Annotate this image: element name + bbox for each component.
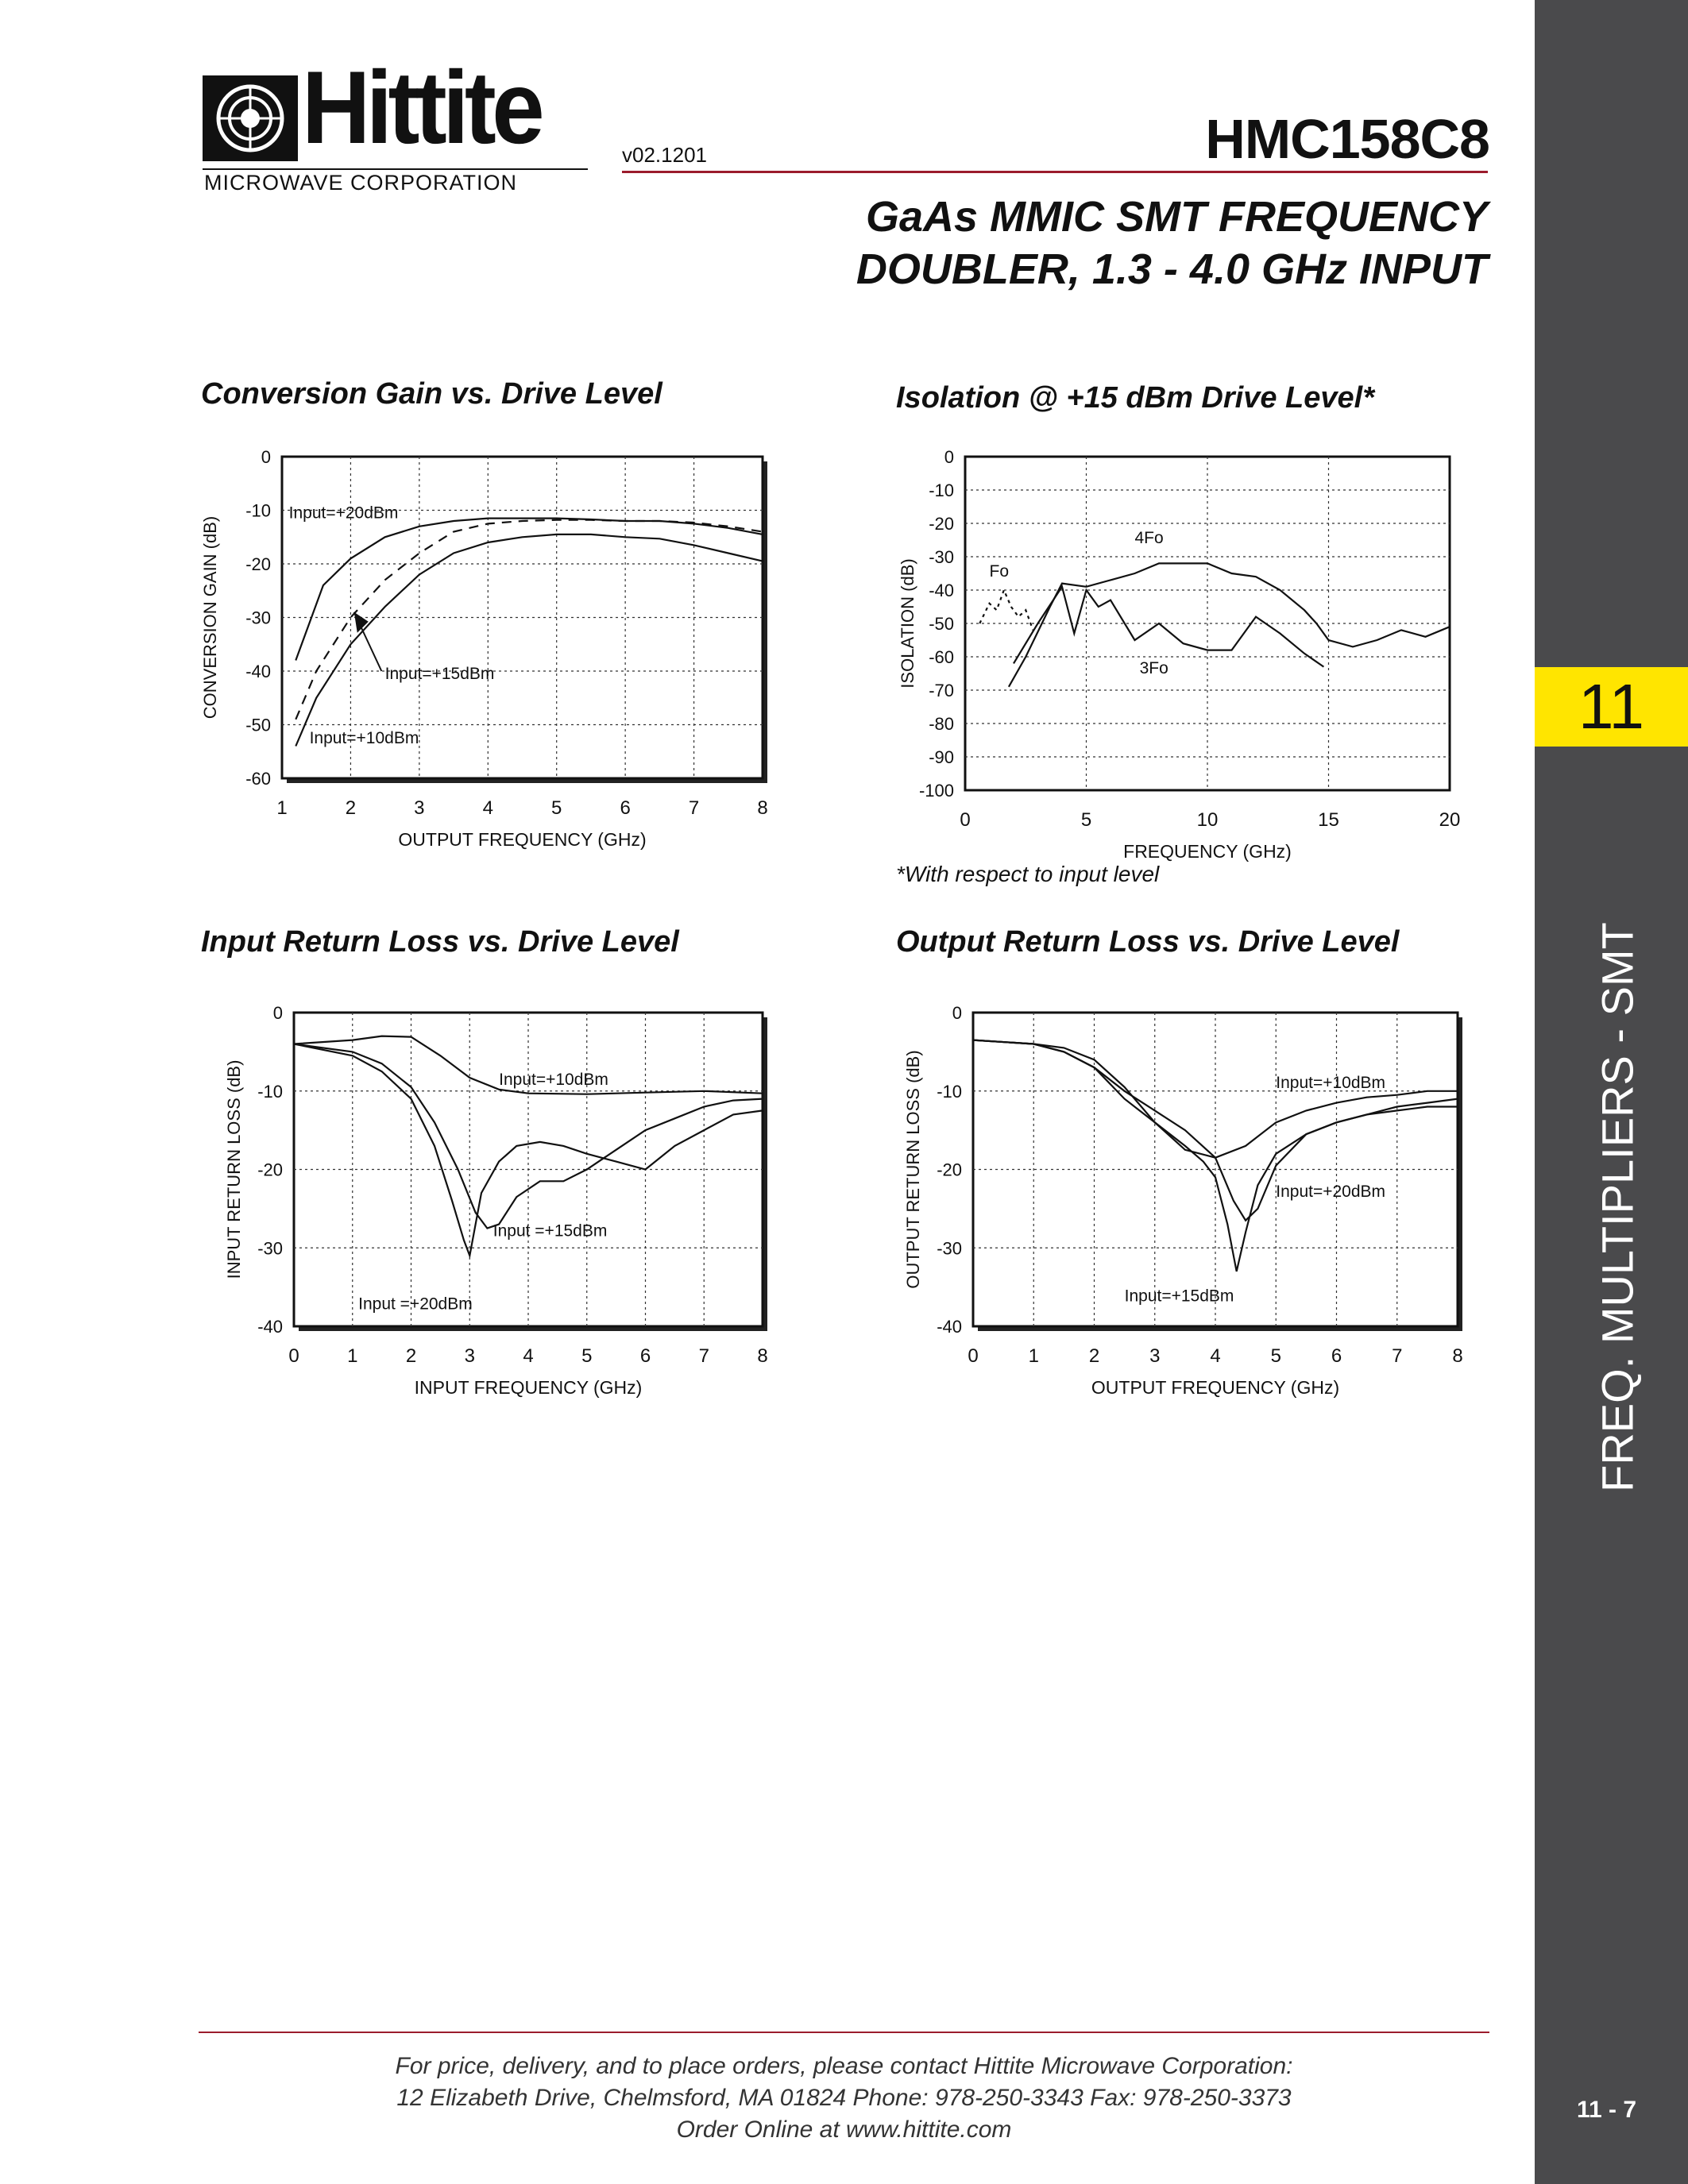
chart-title-conversion-gain: Conversion Gain vs. Drive Level	[201, 377, 662, 411]
y-tick-label: -30	[245, 608, 271, 628]
y-tick-label: -70	[929, 681, 954, 700]
isolation-chart	[878, 445, 1497, 862]
x-tick-label: 3	[1149, 1345, 1161, 1367]
y-tick-label: -40	[937, 1317, 962, 1337]
x-axis-label: FREQUENCY (GHz)	[1123, 841, 1292, 862]
x-tick-label: 0	[968, 1345, 979, 1367]
x-tick-label: 4	[1210, 1345, 1221, 1367]
annotation-label: 4Fo	[1134, 529, 1164, 548]
x-tick-label: 5	[1270, 1345, 1281, 1367]
isolation-footnote: *With respect to input level	[896, 862, 1160, 886]
chart-title-input-return-loss: Input Return Loss vs. Drive Level	[201, 925, 679, 959]
footer-line-2: 12 Elizabeth Drive, Chelmsford, MA 01824 Phone: 978-250-3343 Fax: 978-250-3373	[396, 2085, 1292, 2111]
x-tick-label: 7	[1392, 1345, 1403, 1367]
annotation-label: Input =+20dBm	[358, 1295, 473, 1314]
x-tick-label: 6	[639, 1345, 651, 1367]
version-label: v02.1201	[622, 143, 707, 167]
y-tick-label: -10	[257, 1081, 283, 1102]
y-tick-label: -20	[245, 554, 271, 574]
annotation-label: Input=+15dBm	[1124, 1287, 1234, 1306]
annotation-label: Fo	[989, 562, 1010, 581]
y-tick-label: -10	[245, 500, 271, 521]
annotation-label: 3Fo	[1139, 659, 1168, 677]
hittite-logo-emblem	[203, 75, 298, 161]
y-axis-label: CONVERSION GAIN (dB)	[200, 515, 220, 720]
y-tick-label: -40	[257, 1317, 283, 1337]
x-axis-label: INPUT FREQUENCY (GHz)	[414, 1377, 643, 1398]
header-rule	[622, 171, 1488, 173]
x-tick-label: 1	[347, 1345, 358, 1367]
x-tick-label: 15	[1318, 809, 1339, 831]
annotation-label: Input=+20dBm	[1276, 1183, 1386, 1202]
y-tick-label: 0	[944, 447, 954, 467]
x-tick-label: 5	[581, 1345, 593, 1367]
chart-title-output-return-loss: Output Return Loss vs. Drive Level	[896, 925, 1400, 959]
y-tick-label: -20	[937, 1160, 962, 1180]
y-axis-label: INPUT RETURN LOSS (dB)	[224, 1059, 244, 1279]
y-tick-label: -50	[245, 715, 271, 735]
y-tick-label: -60	[929, 647, 954, 667]
page-title	[856, 191, 1488, 295]
output-return-loss-chart	[878, 997, 1497, 1410]
annotation-label: Input=+15dBm	[384, 665, 495, 684]
annotation-label: Input=+20dBm	[288, 504, 399, 523]
y-tick-label: -10	[929, 480, 954, 500]
x-tick-label: 6	[1331, 1345, 1342, 1367]
x-tick-label: 2	[405, 1345, 417, 1367]
x-tick-label: 8	[757, 1345, 768, 1367]
y-tick-label: -40	[929, 581, 954, 600]
y-tick-label: -30	[257, 1238, 283, 1259]
x-tick-label: 5	[1080, 809, 1092, 831]
x-axis-label: OUTPUT FREQUENCY (GHz)	[1091, 1377, 1340, 1398]
x-tick-label: 0	[960, 809, 971, 831]
brand-subtitle: MICROWAVE CORPORATION	[204, 171, 518, 195]
logo-rule	[203, 168, 588, 170]
y-tick-label: -30	[929, 547, 954, 567]
x-tick-label: 1	[276, 797, 288, 819]
annotation-label: Input =+15dBm	[492, 1221, 608, 1241]
y-tick-label: -10	[937, 1081, 962, 1102]
y-tick-label: 0	[952, 1003, 962, 1023]
x-tick-label: 1	[1028, 1345, 1039, 1367]
x-tick-label: 7	[698, 1345, 709, 1367]
annotation-label: Input=+10dBm	[1276, 1073, 1386, 1092]
x-tick-label: 4	[523, 1345, 534, 1367]
y-tick-label: -90	[929, 747, 954, 767]
y-tick-label: -40	[245, 662, 271, 681]
conversion-gain-chart	[183, 445, 802, 858]
x-tick-label: 8	[757, 797, 768, 819]
part-number: HMC158C8	[1205, 108, 1489, 170]
x-tick-label: 10	[1196, 809, 1219, 831]
annotation-label: Input=+10dBm	[309, 729, 419, 748]
section-tab-number: 11	[1578, 671, 1645, 742]
input-return-loss-chart	[183, 997, 802, 1410]
x-tick-label: 3	[414, 797, 425, 819]
footer-rule	[199, 2032, 1489, 2033]
y-tick-label: -20	[929, 514, 954, 534]
x-tick-label: 2	[345, 797, 357, 819]
brand-name: Hittite	[302, 49, 541, 165]
x-axis-label: OUTPUT FREQUENCY (GHz)	[398, 829, 647, 850]
y-axis-label: OUTPUT RETURN LOSS (dB)	[903, 1050, 923, 1289]
x-tick-label: 5	[551, 797, 562, 819]
y-tick-label: -100	[918, 781, 954, 801]
y-tick-label: -20	[257, 1160, 283, 1180]
x-tick-label: 6	[620, 797, 631, 819]
title-line-2: DOUBLER, 1.3 - 4.0 GHz INPUT	[856, 245, 1488, 293]
title-line-1: GaAs MMIC SMT FREQUENCY	[865, 193, 1488, 241]
y-tick-label: 0	[272, 1003, 283, 1023]
y-tick-label: -80	[929, 714, 954, 734]
chart-title-isolation: Isolation @ +15 dBm Drive Level*	[896, 381, 1374, 415]
footer-line-3: Order Online at www.hittite.com	[676, 2116, 1012, 2143]
x-tick-label: 7	[688, 797, 700, 819]
y-tick-label: -60	[245, 769, 271, 789]
x-tick-label: 4	[482, 797, 493, 819]
section-name: FREQ. MULTIPLIERS - SMT	[1592, 922, 1643, 1492]
footer-line-1: For price, delivery, and to place orders, please contact Hittite Microwave Corporation:	[395, 2053, 1293, 2079]
y-tick-label: -30	[937, 1238, 962, 1259]
x-tick-label: 8	[1452, 1345, 1463, 1367]
page-number: 11 - 7	[1577, 2097, 1637, 2123]
x-tick-label: 2	[1088, 1345, 1100, 1367]
y-tick-label: -50	[929, 614, 954, 634]
annotation-label: Input=+10dBm	[499, 1070, 608, 1089]
x-tick-label: 20	[1439, 809, 1461, 831]
x-tick-label: 0	[288, 1345, 299, 1367]
y-axis-label: ISOLATION (dB)	[898, 558, 917, 689]
y-tick-label: 0	[261, 447, 271, 467]
x-tick-label: 3	[464, 1345, 475, 1367]
